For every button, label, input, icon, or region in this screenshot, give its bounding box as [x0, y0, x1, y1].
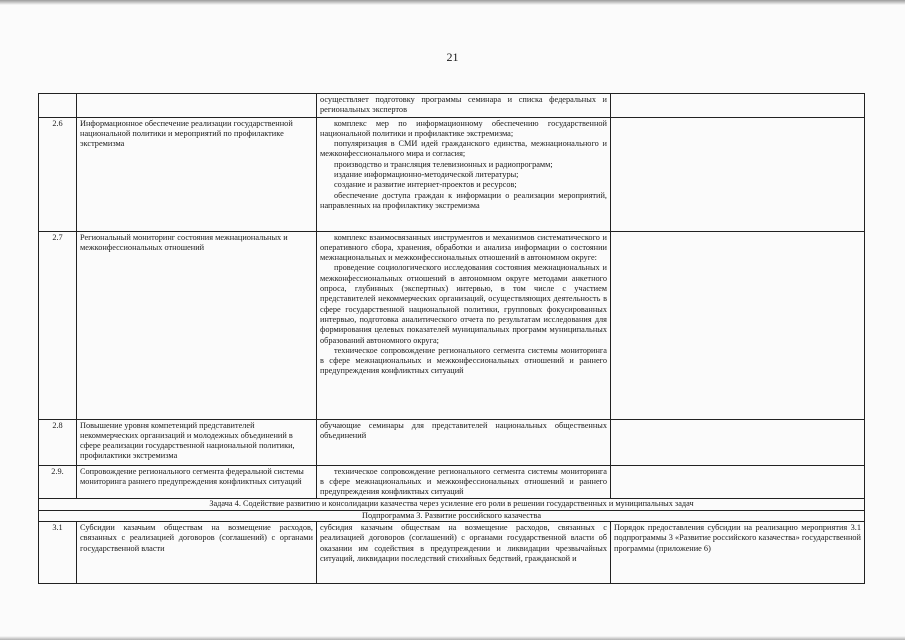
- description-paragraph: проведение социологического исследования состояния межнациональных и межконфессиональных отношений в автономном округе методами анкетного опроса, глубинных (экспертных) интервью, в том числе с участием представителей некоммерческих организаций, осуществляющих деятельность в сфере государственной национальной политики, групповых фокусированных интервью, подготовка аналитического отчета по результатам исследования для формирования целевых показателей муниципальных программ муниципальных образований автономного округа;: [320, 263, 607, 345]
- measure-name: Региональный мониторинг состояния межнациональных и межконфессиональных отношений: [77, 231, 317, 419]
- measure-note: [611, 231, 865, 419]
- table-row: [39, 117, 865, 231]
- row-number: 2.6: [39, 117, 77, 231]
- description-paragraph: субсидия казачьим обществам на возмещение расходов, связанных с реализацией договоров (соглашений) с органами государственной власти об оказании им содействия в предупреждении и ликвидации чрезвычайных ситуаций, ликвидации последствий стихийных бедствий, гражданской и: [320, 523, 607, 563]
- measure-description: [317, 94, 611, 118]
- row-number: 2.8: [39, 419, 77, 465]
- measures-table: [38, 93, 865, 584]
- description-paragraph: комплекс взаимосвязанных инструментов и механизмов систематического и оперативного сбора, хранения, обработки и анализа информации о состоянии межнациональных и межконфессиональных отношений в автономном округе:: [320, 232, 607, 263]
- measure-name: [77, 94, 317, 118]
- table-row: [39, 419, 865, 465]
- measure-description: [317, 231, 611, 419]
- description-paragraph: обучающие семинары для представителей национальных общественных объединений: [320, 420, 607, 440]
- row-number: 2.9.: [39, 465, 77, 499]
- table-row: [39, 522, 865, 584]
- measure-note: Порядок предоставления субсидии на реализацию мероприятия 3.1 подпрограммы 3 «Развитие российского казачества» государственной программы (приложение 6): [611, 522, 865, 584]
- description-paragraph: создание и развитие интернет-проектов и ресурсов;: [334, 180, 517, 190]
- measure-note: [611, 94, 865, 118]
- page-number: 21: [446, 50, 459, 64]
- measure-note: [611, 117, 865, 231]
- subprogram-heading: Подпрограмма 3. Развитие российского казачества: [39, 510, 865, 521]
- scan-bottom-edge: [0, 636, 905, 640]
- task-heading: Задача 4. Содействие развитию и консолидации казачества через усиление его роли в решении государственных и муниципальных задач: [39, 499, 865, 510]
- measure-description: [317, 419, 611, 465]
- measure-description: [317, 117, 611, 231]
- table-row: [39, 94, 865, 118]
- measure-description: [317, 522, 611, 584]
- row-number: 3.1: [39, 522, 77, 584]
- table-row: [39, 231, 865, 419]
- measure-name: Сопровождение регионального сегмента федеральной системы мониторинга раннего предупреждения конфликтных ситуаций: [77, 465, 317, 499]
- task-heading-row: [39, 499, 865, 510]
- measure-name: Субсидии казачьим обществам на возмещение расходов, связанных с реализацией договоров (соглашений) с органами государственной власти: [77, 522, 317, 584]
- measure-note: [611, 419, 865, 465]
- description-paragraph: популяризация в СМИ идей гражданского единства, межнационального и межконфессионального мира и согласия;: [320, 139, 607, 159]
- description-paragraph: производство и трансляция телевизионных и радиопрограмм;: [334, 159, 553, 169]
- subprogram-heading-row: [39, 510, 865, 521]
- description-paragraph: комплекс мер по информационному обеспечению государственной национальной политики и профилактике экстремизма;: [320, 118, 607, 138]
- scan-top-edge: [0, 0, 905, 5]
- measure-name: Повышение уровня компетенций представителей некоммерческих организаций и молодежных объединений в сфере реализации государственной национальной политики, профилактики экстремизма: [77, 419, 317, 465]
- description-paragraph: обеспечение доступа граждан к информации о реализации мероприятий, направленных на профилактику экстремизма: [320, 190, 607, 210]
- description-paragraph: осуществляет подготовку программы семинара и списка федеральных и региональных экспертов: [320, 95, 607, 115]
- description-paragraph: техническое сопровождение регионального сегмента системы мониторинга в сфере межнациональных и межконфессиональных отношений и раннего предупреждения конфликтных ситуаций: [320, 345, 607, 376]
- row-number: 2.7: [39, 231, 77, 419]
- row-number: [39, 94, 77, 118]
- description-paragraph: издание информационно-методической литературы;: [334, 170, 519, 180]
- description-paragraph: техническое сопровождение регионального сегмента системы мониторинга в сфере межнациональных и межконфессиональных отношений и раннего предупреждения конфликтных ситуаций: [320, 466, 607, 497]
- measure-note: [611, 465, 865, 499]
- measure-description: [317, 465, 611, 499]
- measure-name: Информационное обеспечение реализации государственной национальной политики и мероприятий по профилактике экстремизма: [77, 117, 317, 231]
- table-row: [39, 465, 865, 499]
